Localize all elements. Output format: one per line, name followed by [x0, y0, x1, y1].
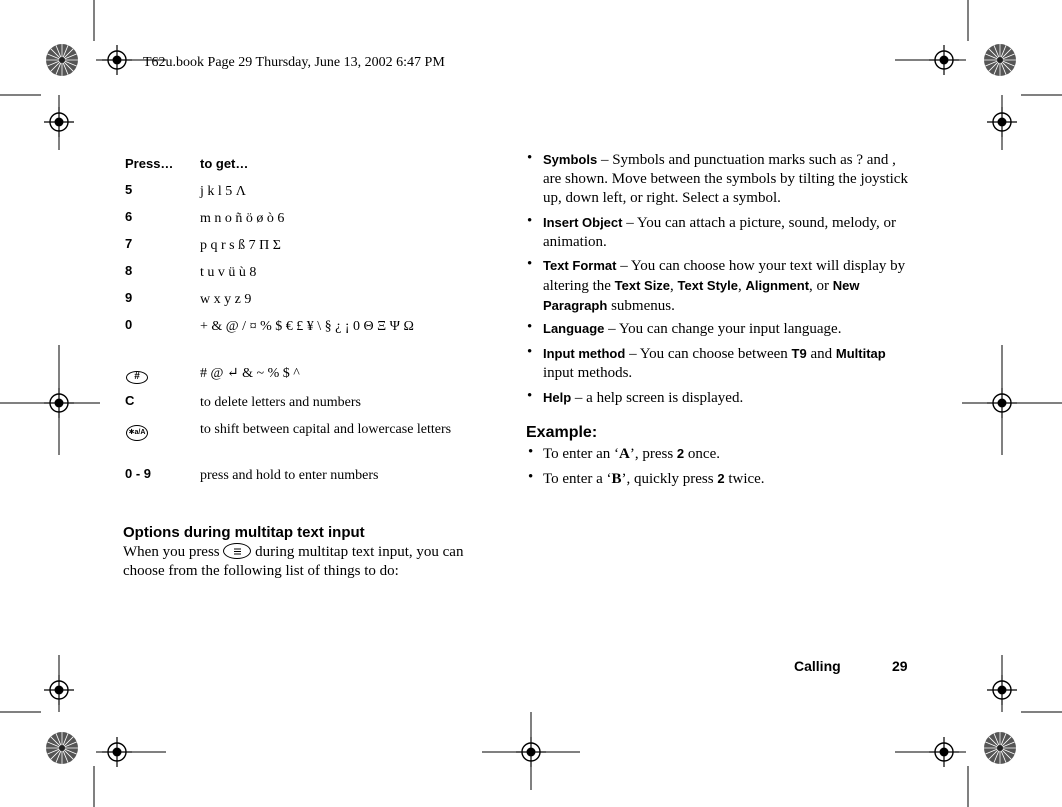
- page-number: 29: [892, 658, 908, 674]
- options-text-after: during multitap text input, you can choose from the following list of things to do:: [123, 544, 464, 579]
- bullet-text-or: , or: [809, 278, 830, 294]
- example-text: once.: [687, 446, 720, 462]
- table-header-press: Press…: [125, 156, 174, 171]
- table-value: to shift between capital and lowercase letters: [200, 422, 452, 437]
- bullet-insert-object: [543, 213, 908, 252]
- bullet-term: Insert Object: [543, 215, 623, 230]
- table-value: m n o ñ ö ø ò 6: [200, 211, 285, 226]
- options-text-before: When you press: [123, 544, 220, 560]
- options-heading: Options during multitap text input: [123, 524, 365, 541]
- bullet-term: Text Format: [543, 258, 617, 273]
- example-text: To enter a ‘: [543, 471, 612, 487]
- bullet-dot: •: [527, 213, 533, 229]
- table-header-to-get: to get…: [200, 156, 249, 171]
- bullet-term: Help: [543, 390, 572, 405]
- table-key: 0 - 9: [125, 466, 152, 481]
- example-key: 2: [676, 446, 685, 461]
- table-value: + & @ / ¤ % $ € £ ¥ \ § ¿ ¡ 0 Θ Ξ Ψ Ω: [200, 319, 414, 334]
- bullet-term: Language: [543, 321, 605, 336]
- example-text: twice.: [728, 471, 765, 487]
- bullet-dot: •: [527, 319, 533, 335]
- bullet-text: – You can choose between: [629, 346, 788, 362]
- bullet-text: submenus.: [611, 298, 675, 314]
- table-value: t u v ü ù 8: [200, 265, 257, 280]
- term-text-style: Text Style: [677, 278, 738, 293]
- term-multitap: Multitap: [835, 346, 886, 361]
- footer-section-title: Calling: [794, 658, 841, 674]
- table-value: w x y z 9: [200, 292, 252, 307]
- bullet-term: Symbols: [543, 152, 598, 167]
- bullet-text: input methods.: [543, 365, 633, 381]
- table-value: # @ ↵ & ~ % $ ^: [200, 366, 300, 381]
- example-item: [543, 444, 908, 464]
- table-value: p q r s ß 7 Π Σ: [200, 238, 281, 253]
- table-value: j k l 5 Λ: [200, 184, 246, 199]
- example-key: 2: [717, 471, 725, 486]
- menu-key-icon: [223, 543, 251, 559]
- term-t9: T9: [791, 346, 807, 361]
- table-key: 5: [125, 182, 133, 197]
- bullet-text-and: and: [810, 346, 833, 362]
- bullet-help: [543, 388, 908, 408]
- bullet-dot: •: [527, 256, 533, 272]
- bullet-language: [543, 319, 908, 339]
- table-key: [126, 366, 148, 384]
- bullet-text: – You can change your input language.: [608, 321, 842, 337]
- options-paragraph: [123, 543, 503, 581]
- bullet-text: – Symbols and punctuation marks such as ? and , are shown. Move between the symbols by tilting the joystick up, down left, or right. Select a symbol.: [543, 152, 908, 206]
- bullet-text: – You can attach a picture, sound, melody, or animation.: [543, 215, 897, 250]
- bullet-text: – You can choose how your text will display by altering the: [543, 258, 906, 294]
- example-letter: B: [611, 471, 622, 487]
- table-value: press and hold to enter numbers: [200, 468, 379, 483]
- example-heading: Example:: [526, 424, 598, 441]
- table-key: 8: [125, 263, 133, 278]
- table-key: 0: [125, 317, 133, 332]
- bullet-dot: •: [528, 469, 534, 485]
- bullet-text: – a help screen is displayed.: [574, 390, 744, 406]
- table-key: C: [125, 393, 135, 408]
- example-text: ’, quickly press: [621, 471, 714, 487]
- bullet-dot: •: [527, 344, 533, 360]
- table-key: [126, 421, 148, 441]
- example-text: To enter an ‘: [543, 446, 619, 462]
- bullet-dot: •: [527, 388, 533, 404]
- bullet-text-format: Text Format – You can choose how your text will display by altering the Text Size, Text Style, Alignment, or New Paragraph submenus.: [543, 258, 906, 314]
- term-alignment: Alignment: [745, 278, 810, 293]
- example-text: ’, press: [629, 446, 674, 462]
- term-new-paragraph: New Paragraph: [543, 278, 860, 313]
- print-header: T62u.book Page 29 Thursday, June 13, 2002 6:47 PM: [143, 55, 445, 70]
- star-aA-key-icon: ✱a/A: [126, 425, 148, 441]
- bullet-dot: •: [528, 444, 534, 460]
- bullet-dot: •: [527, 150, 533, 166]
- example-letter: A: [619, 446, 630, 462]
- hash-key-icon: #: [126, 371, 148, 384]
- bullet-term: Input method: [543, 346, 626, 361]
- table-key: 6: [125, 209, 133, 224]
- term-text-size: Text Size: [614, 278, 671, 293]
- table-key: 7: [125, 236, 133, 251]
- bullet-input-method: [543, 344, 908, 383]
- example-item: [543, 469, 908, 489]
- table-key: 9: [125, 290, 133, 305]
- table-value: to delete letters and numbers: [200, 395, 361, 410]
- bullet-symbols: [543, 150, 908, 208]
